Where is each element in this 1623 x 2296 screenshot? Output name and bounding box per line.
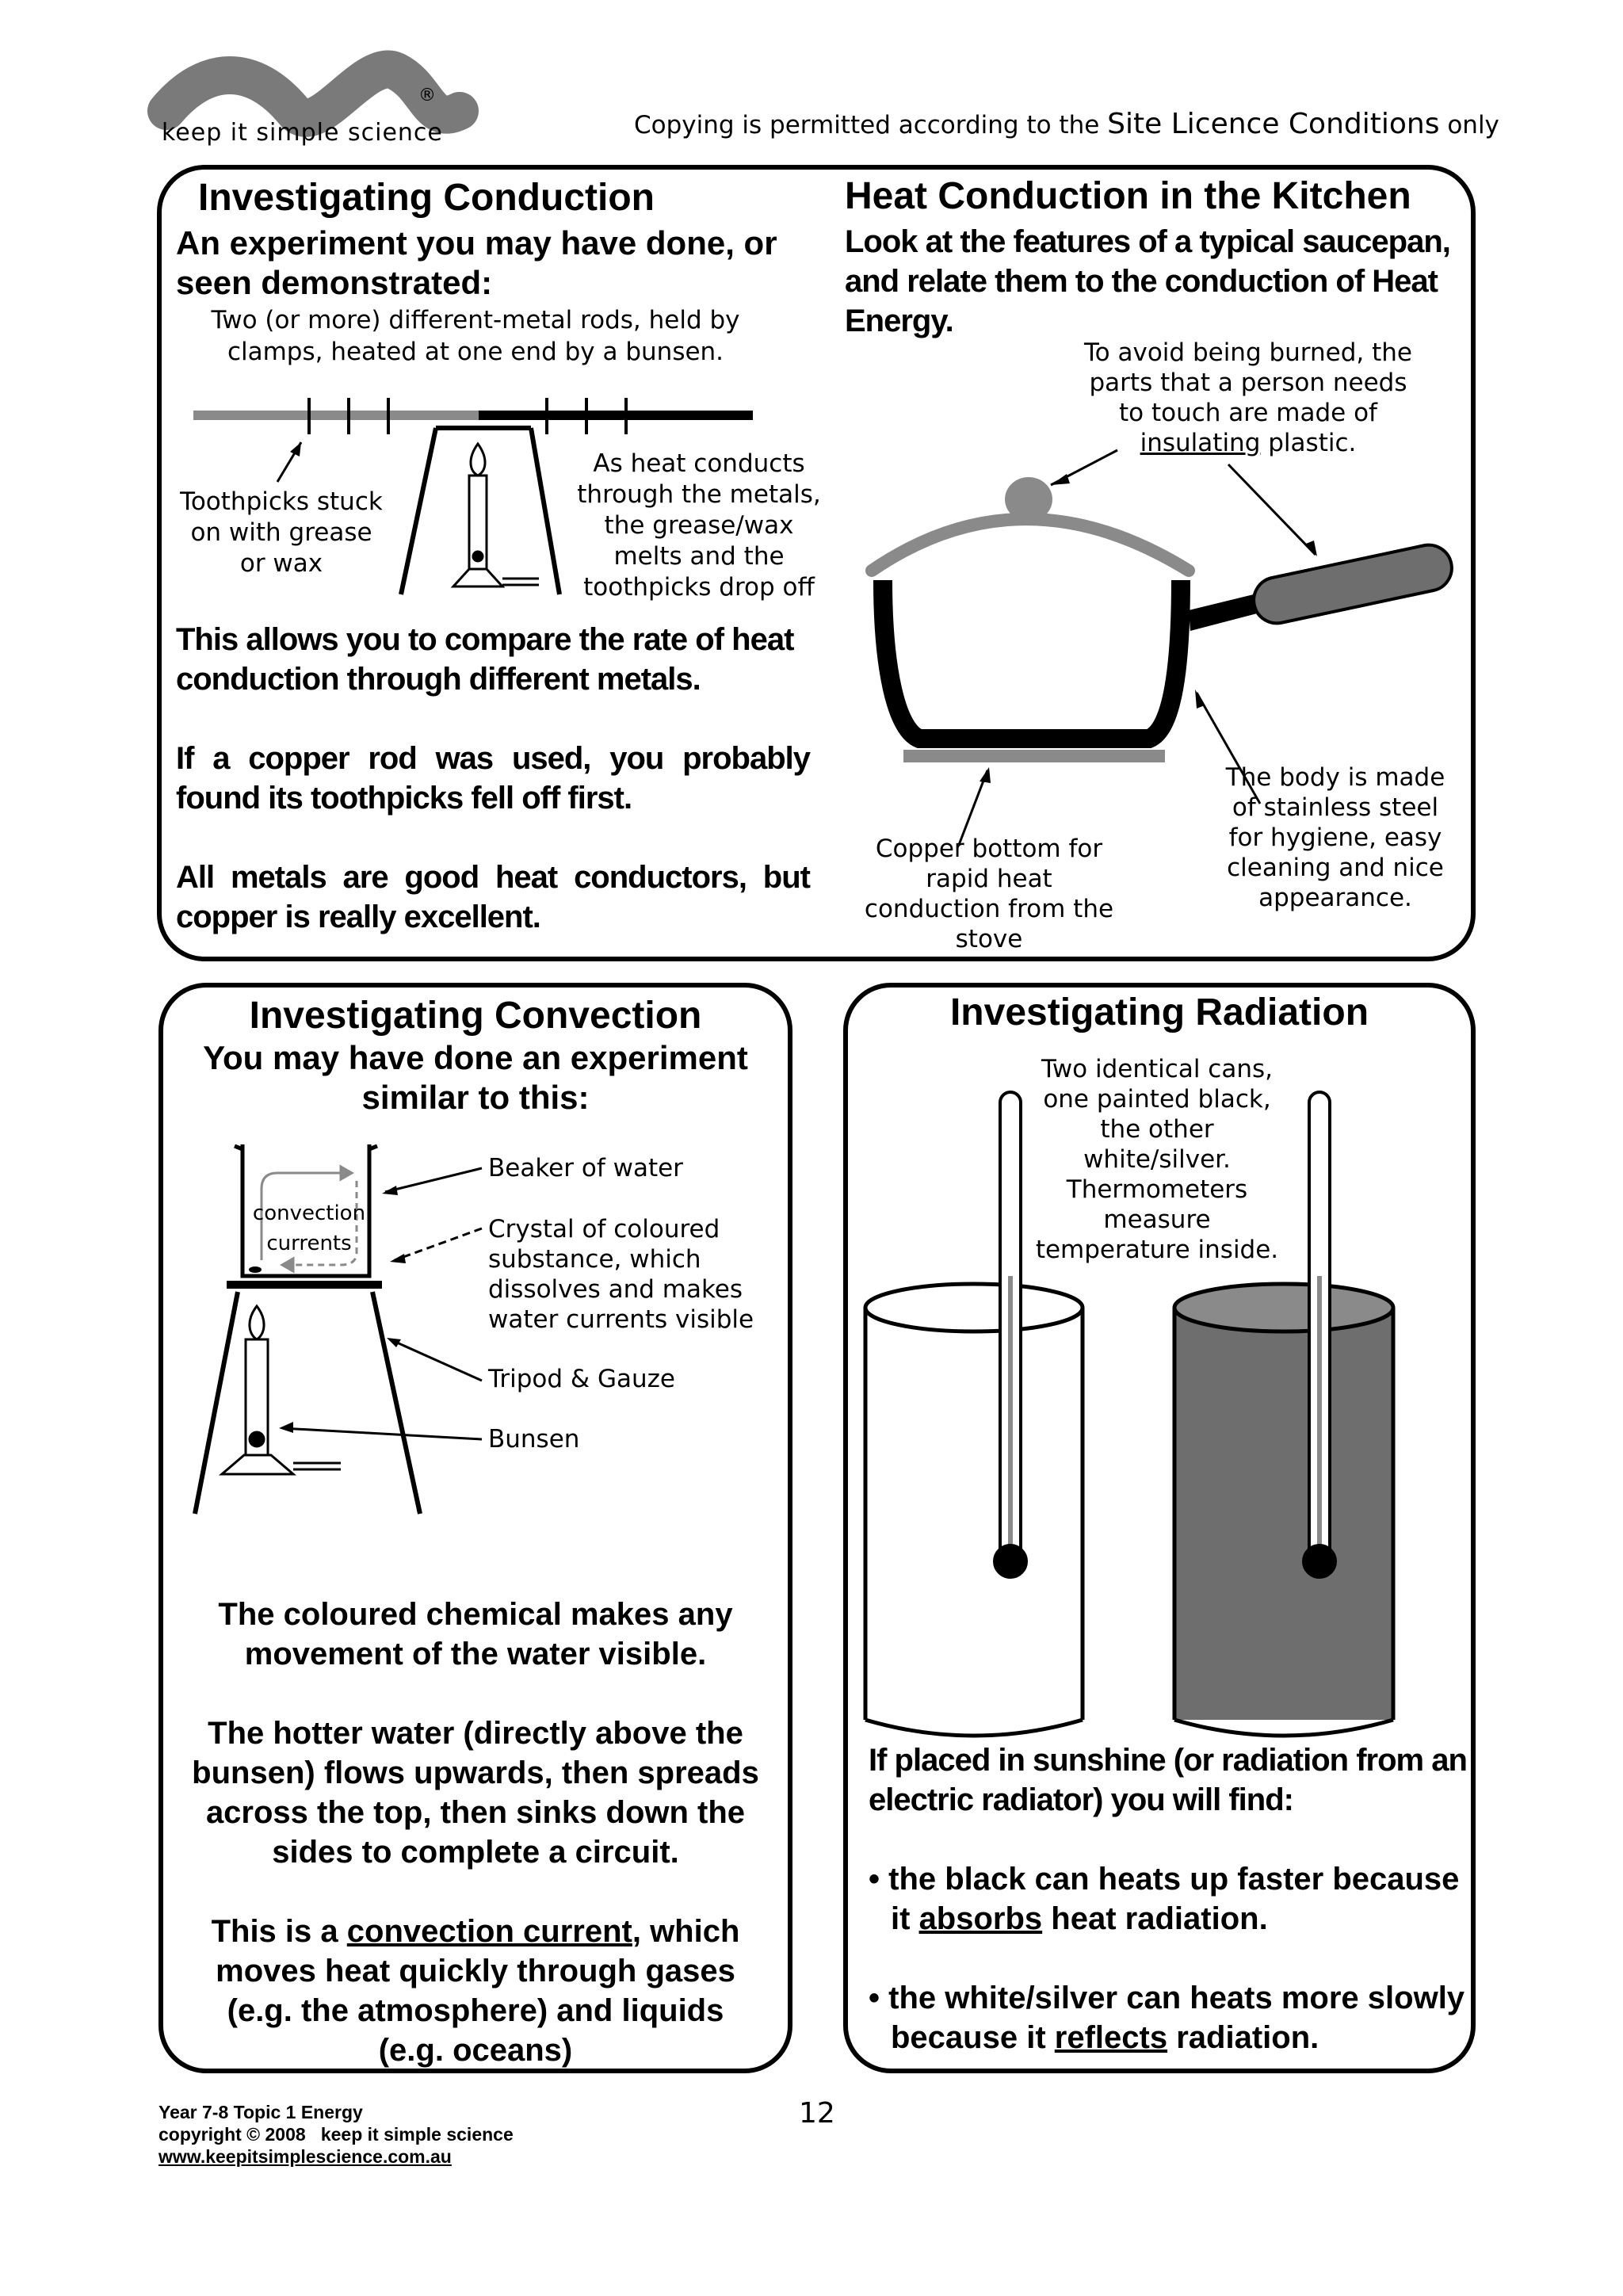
convection-para-1: The coloured chemical makes any movement of the water visible. (218, 1597, 733, 1671)
bullet1-term: absorbs (918, 1901, 1043, 1936)
bunsen-burner (453, 444, 539, 586)
label-cans: Two identical cans, one painted black, the other white/silver. Thermometers measure temperature inside. (1035, 1055, 1279, 1264)
saucepan-handle-stem (1189, 593, 1263, 631)
bullet1-post: heat radiation. (1051, 1901, 1268, 1936)
label-tripod: Tripod & Gauze (488, 1365, 675, 1393)
radiation-title: Investigating Radiation (949, 991, 1369, 1033)
convection-bunsen (222, 1306, 341, 1474)
conduction-para-1: This allows you to compare the rate of heat conduction through different metals. (176, 622, 794, 697)
bullet2-post: radiation. (1176, 2020, 1319, 2055)
label-handle-text-1: To avoid being burned, the parts that a person needs to touch are made of (1084, 338, 1412, 427)
lid-knob (1005, 477, 1052, 521)
label-crystal: Crystal of coloured substance, which dissolves and makes water currents visible (488, 1215, 754, 1334)
footer-website-link[interactable]: www.keepitsimplescience.com.au (158, 2146, 452, 2167)
metal-rod-grey (193, 411, 479, 420)
licence-notice (634, 108, 1499, 140)
para3-pre: This is a (211, 1914, 338, 1949)
convection-para-3 (190, 1912, 761, 2070)
footer-copyright: copyright © 2008 keep it simple science (158, 2124, 514, 2145)
label-copper-bottom: Copper bottom for rapid heat conduction from the stove (864, 835, 1114, 953)
conduction-intro: Two (or more) different-metal rods, held by clamps, heated at one end by a bunsen. (211, 306, 740, 366)
label-handle-insulating: insulating (1140, 429, 1261, 457)
footer-topic: Year 7-8 Topic 1 Energy (158, 2102, 363, 2122)
tripod (195, 1292, 420, 1514)
thermometer-left (995, 1092, 1026, 1577)
metal-rod-black (479, 411, 753, 420)
label-beaker: Beaker of water (488, 1154, 683, 1182)
saucepan-lid (872, 519, 1189, 571)
convection-subtitle: You may have done an experiment similar to this: (203, 1039, 748, 1116)
saucepan-handle (1250, 541, 1457, 628)
conduction-para-3: All metals are good heat conductors, but copper is really excellent. (176, 860, 810, 934)
crystal (249, 1266, 262, 1273)
radiation-para-1: If placed in sunshine (or radiation from an electric radiator) you will find: (869, 1743, 1467, 1817)
label-body: The body is made of stainless steel for hygiene, easy cleaning and nice appearance. (1225, 763, 1445, 912)
label-heat-conducts: As heat conducts through the metals, the grease/wax melts and the toothpicks drop off (577, 449, 821, 602)
kitchen-title: Heat Conduction in the Kitchen (845, 175, 1411, 217)
radiation-bullet-2 (869, 1978, 1493, 2057)
copper-bottom (903, 750, 1165, 762)
black-can (1174, 1284, 1393, 1736)
conduction-para-2: If a copper rod was used, you probably found its toothpicks fell off first. (176, 741, 810, 816)
radiation-bullet-1 (869, 1859, 1477, 1939)
label-currents-line-1: convection (252, 1201, 366, 1225)
white-can (865, 1284, 1083, 1736)
registered-mark: ® (418, 86, 436, 105)
conduction-subtitle: An experiment you may have done, or seen demonstrated: (176, 224, 777, 301)
kitchen-subtitle: Look at the features of a typical saucepan, and relate them to the conduction of Heat Energy. (845, 224, 1450, 338)
label-toothpicks: Toothpicks stuck on with grease or wax (180, 487, 383, 578)
convection-title: Investigating Convection (249, 995, 702, 1037)
label-convection-currents (252, 1198, 366, 1259)
logo-text: keep it simple science (162, 119, 443, 147)
label-bunsen: Bunsen (488, 1425, 580, 1454)
para3-term: convection current (346, 1914, 632, 1949)
conduction-title: Investigating Conduction (198, 177, 655, 219)
thermometer-right (1304, 1092, 1335, 1577)
licence-prefix: Copying is permitted according to the (634, 111, 1100, 139)
para3-post: , which moves heat quickly through gases (e.g. the atmosphere) and liquids (e.g. oceans) (216, 1914, 740, 2068)
radiation-diagram (856, 1086, 1458, 1704)
bullet2-term: reflects (1054, 2020, 1168, 2055)
label-handle-text-2: plastic. (1268, 429, 1357, 457)
page-number: 12 (799, 2097, 835, 2130)
saucepan-body (883, 580, 1181, 739)
licence-suffix: only (1447, 111, 1499, 139)
gauze (227, 1281, 382, 1289)
licence-highlight: Site Licence Conditions (1107, 108, 1440, 140)
convection-para-2: The hotter water (directly above the bunsen) flows upwards, then spreads across the top, then sinks down the sides to complete a circuit. (192, 1716, 759, 1870)
label-currents-line-2: currents (266, 1232, 352, 1255)
bullet2-pre: • the white/silver can heats more slowly because it (869, 1981, 1465, 2055)
bullet1-pre: • the black can heats up faster because it (869, 1862, 1460, 1936)
